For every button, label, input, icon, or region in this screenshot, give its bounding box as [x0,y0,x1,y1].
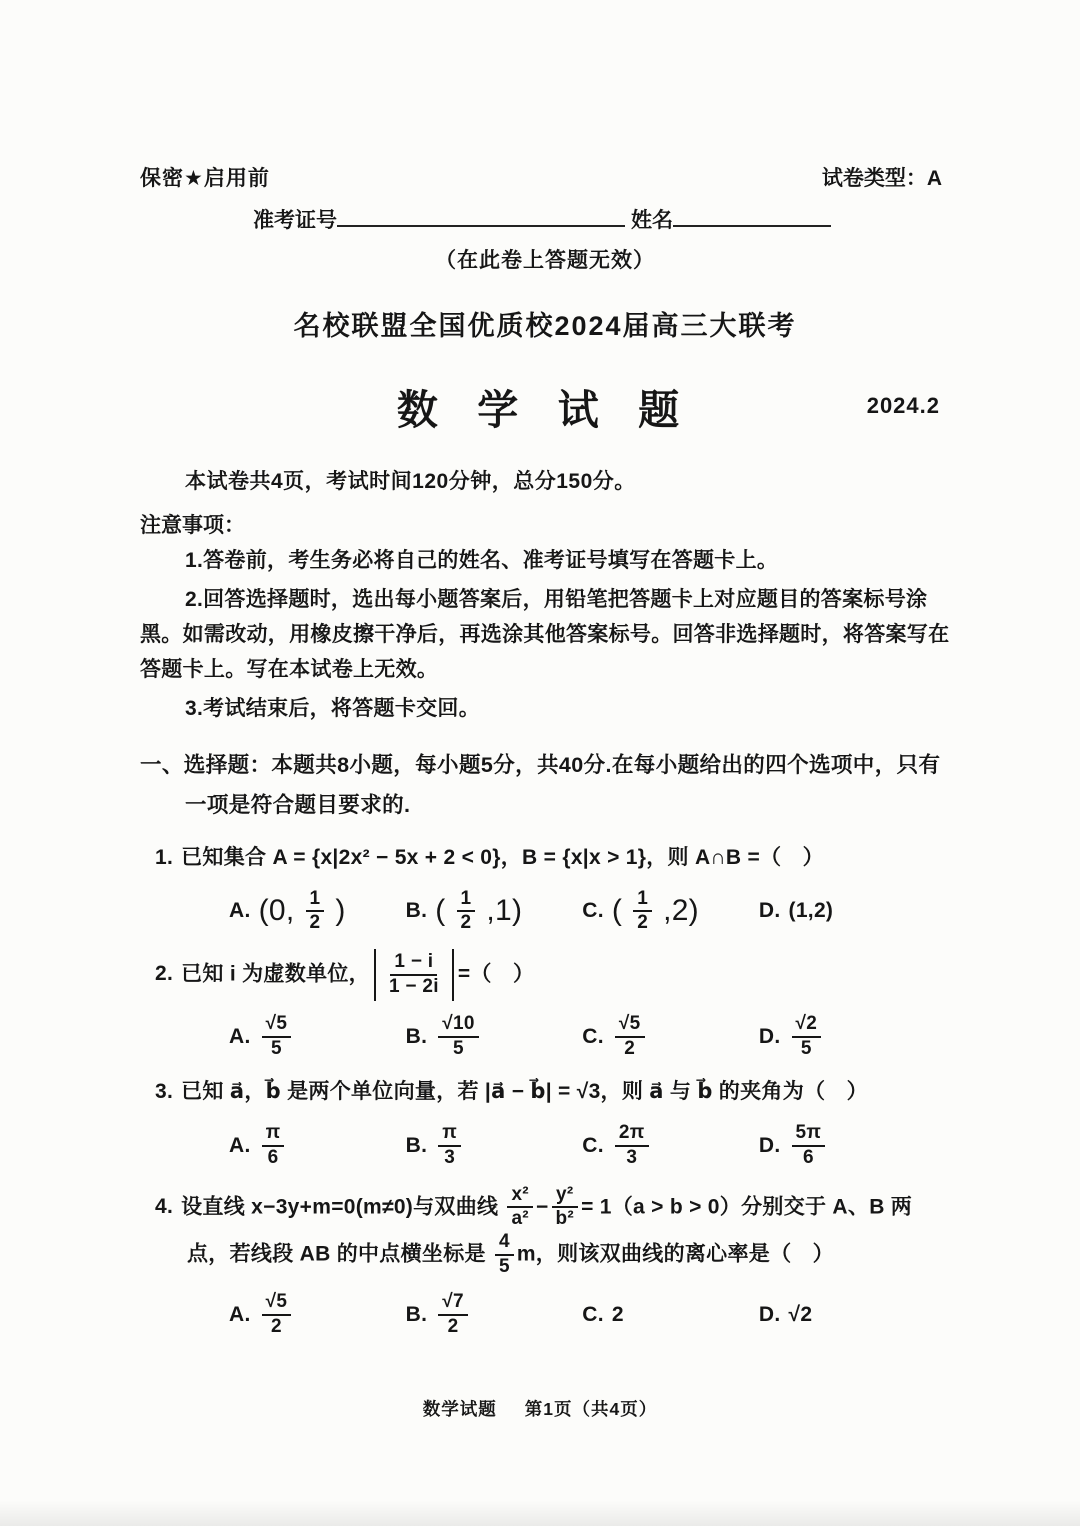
option-4c [582,1291,759,1339]
option-3c-label: C. [582,1133,604,1157]
option-4c-value: 2 [611,1302,624,1326]
option-1a [229,888,406,936]
question-2 [140,949,950,1060]
option-1b-label: B. [405,899,428,923]
option-1b-close: ,1) [486,894,523,928]
question-4-number: 4. [155,1194,174,1218]
option-2a-fraction: $\frac{√5}{5}$ [262,1013,292,1061]
question-4-fraction-x: $\frac{\text{x²}}{\text{a²}}$ [507,1184,533,1232]
invalid-answer-notice: （在此卷上答题无效） [435,249,655,272]
option-2d-fraction: $\frac{√2}{5}$ [792,1013,822,1061]
option-2d [759,1013,824,1061]
question-4-minus: − [535,1194,549,1218]
question-3 [140,1074,950,1169]
option-3b-fraction: $\frac{\pi}{3}$ [438,1122,461,1170]
footer-subject: 数学试题 [422,1399,497,1419]
notes-heading: 注意事项： [140,514,245,537]
option-1a-open: (0, [258,894,295,928]
question-4-fraction-m: $\frac{4}{5}$ [495,1231,514,1279]
option-1c [582,888,759,936]
option-3d-label: D. [758,1133,781,1157]
candidate-id-row [140,204,950,234]
league-title: 名校联盟全国优质校2024届高三大联考 [293,311,797,341]
option-4a-label: A. [229,1302,251,1326]
option-1d-value: (1,2) [788,899,834,923]
name-blank [673,205,831,227]
option-1c-fraction: $\frac{1}{2}$ [633,888,652,936]
question-2-stem-pre: 已知 i 为虚数单位， [181,962,370,986]
question-4-stem-post: m，则该双曲线的离心率是（ ） [516,1242,834,1266]
name-label: 姓名 [631,209,673,232]
option-4c-label: C. [582,1302,604,1326]
option-1c-open: ( [611,894,623,928]
option-1c-label: C. [582,899,604,923]
exam-number-label: 准考证号 [253,209,337,232]
option-3a-fraction: $\frac{\pi}{6}$ [262,1122,285,1170]
subject-title-row [140,377,950,435]
subject-title: 数 学 试 题 [396,387,694,433]
option-3d-fraction: $\frac{5\pi}{6}$ [792,1122,826,1170]
option-1a-close: ) [335,894,346,928]
question-4-options [187,1291,950,1339]
question-4 [140,1184,950,1339]
top-header-row [140,162,950,192]
question-4-stem-mid: = 1（a > b > 0）分别交于 A、B 两点，若线段 AB 的中点横坐标是 [187,1194,913,1266]
paper-info: 本试卷共4页，考试时间120分钟，总分150分。 [185,470,636,493]
option-2c [582,1013,759,1061]
question-4-fraction-y: $\frac{\text{y²}}{\text{b²}}$ [552,1184,579,1232]
option-1d-label: D. [758,899,781,923]
option-1c-close: ,2) [663,894,699,928]
option-4d [759,1291,812,1339]
option-1a-fraction: $\frac{1}{2}$ [306,888,325,936]
option-2b-label: B. [405,1024,428,1048]
option-2c-label: C. [582,1024,604,1048]
note-item-3: 3.考试结束后，将答题卡交回。 [185,697,481,721]
option-3b-label: B. [405,1133,428,1157]
option-4d-value: √2 [788,1302,813,1326]
option-1a-label: A. [229,899,251,923]
option-3d [759,1122,828,1170]
question-3-number: 3. [155,1080,174,1104]
exam-number-blank [337,205,625,227]
option-1b [406,888,583,936]
security-notice: 保密★启用前 [140,167,270,190]
question-2-abs-fraction: $\frac{1 - i}{1 - 2i}$ [374,949,454,1001]
question-2-options [187,1013,950,1061]
page-footer [0,1396,1080,1421]
exam-date: 2024.2 [866,393,940,418]
option-4d-label: D. [758,1302,781,1326]
option-3c-fraction: $\frac{2\pi}{3}$ [615,1122,649,1170]
question-2-number: 2. [155,962,174,986]
question-1-options [187,888,950,936]
question-3-options [187,1122,950,1170]
question-1-stem: 已知集合 A = {x|2x² − 5x + 2 < 0}，B = {x|x > 1}，则 A∩B =（ ） [181,845,824,869]
option-4b-label: B. [405,1302,428,1326]
option-4b [406,1291,583,1339]
option-2a [229,1013,406,1061]
option-2d-label: D. [758,1024,781,1048]
option-4a [229,1291,406,1339]
option-2c-fraction: $\frac{√5}{2}$ [615,1013,645,1061]
option-2a-label: A. [229,1024,251,1048]
question-4-stem-pre: 设直线 x−3y+m=0(m≠0)与双曲线 [181,1194,505,1218]
option-3c [582,1122,759,1170]
section-one-heading: 一、选择题：本题共8小题，每小题5分，共40分.在每小题给出的四个选项中，只有一项是符合题目要求的. [140,753,941,818]
option-4b-fraction: $\frac{√7}{2}$ [438,1291,468,1339]
note-item-2: 2.回答选择题时，选出每小题答案后，用铅笔把答题卡上对应题目的答案标号涂黑。如需改动，用橡皮擦干净后，再选涂其他答案标号。回答非选择题时，将答案写在答题卡上。写在本试卷上无效。 [140,588,950,682]
paper-type-label: 试卷类型：A [821,167,942,190]
option-1d [759,888,833,936]
question-1-number: 1. [155,845,174,869]
option-4a-fraction: $\frac{√5}{2}$ [262,1291,292,1339]
note-item-1: 1.答卷前，考生务必将自己的姓名、准考证号填写在答题卡上。 [185,549,779,572]
footer-page-info: 第1页（共4页） [524,1399,658,1419]
option-3a-label: A. [229,1133,251,1157]
option-1b-fraction: $\frac{1}{2}$ [457,888,476,936]
option-1b-open: ( [435,894,446,928]
option-2b-fraction: $\frac{√10}{5}$ [438,1013,478,1061]
question-1 [140,840,950,935]
question-2-stem-post: =（ ） [457,962,535,986]
option-3a [229,1122,406,1170]
question-3-stem: 已知 a⃗，b⃗ 是两个单位向量，若 |a⃗ − b⃗| = √3，则 a⃗ 与 b⃗ 的夹角为（ ） [181,1080,868,1104]
option-3b [406,1122,583,1170]
option-2b [406,1013,583,1061]
